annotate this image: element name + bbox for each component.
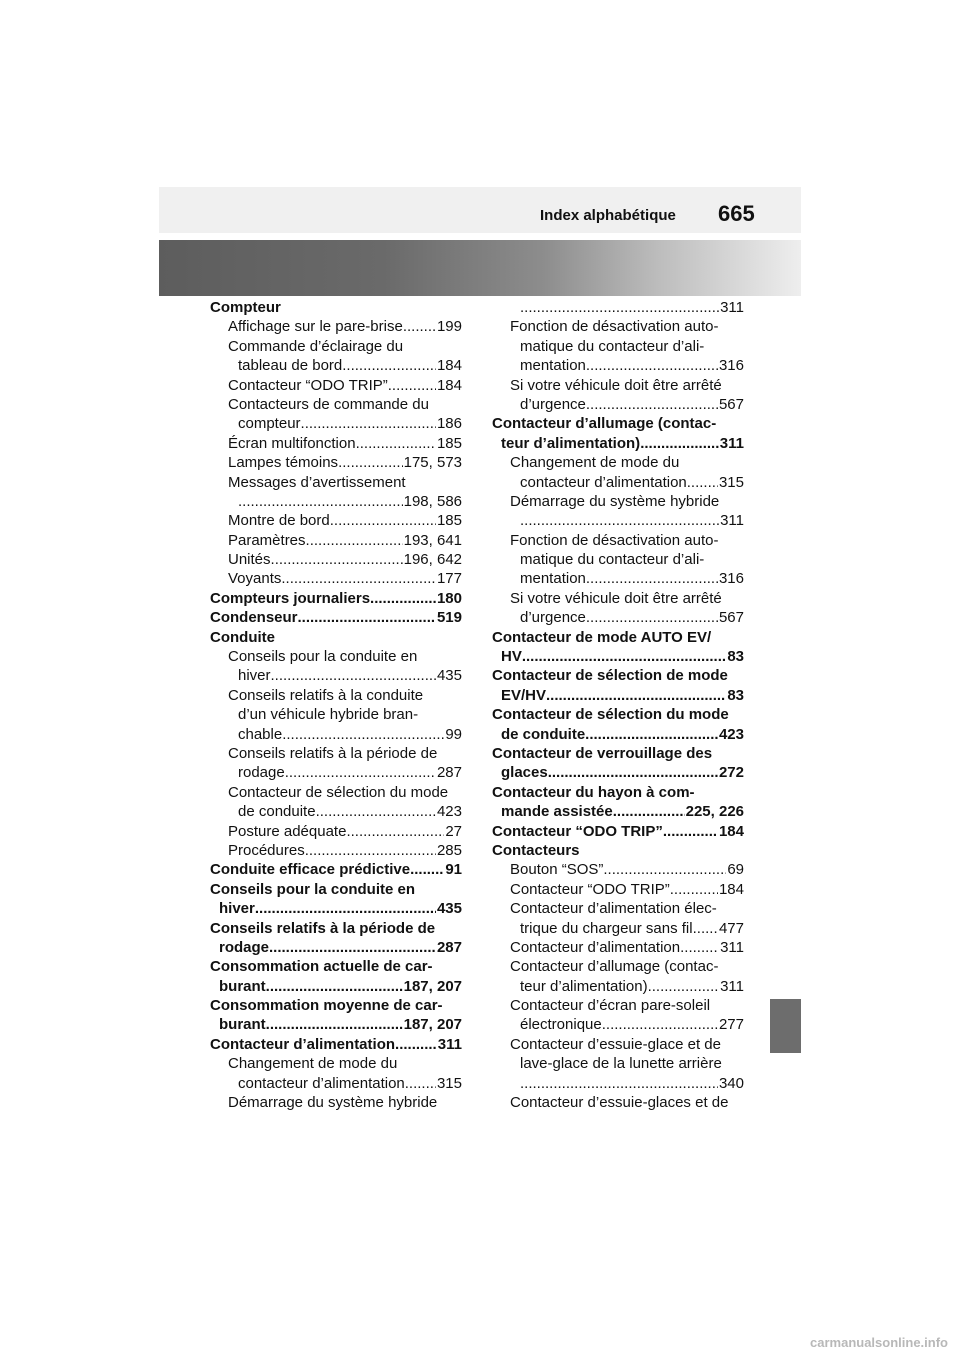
dot-leader <box>670 880 718 899</box>
dot-leader <box>680 938 719 957</box>
index-subentry <box>210 434 462 453</box>
page-reference: 519 <box>436 609 462 627</box>
index-entry <box>210 860 462 879</box>
page-reference: 435 <box>436 667 462 685</box>
dot-leader <box>585 725 718 744</box>
entry-text: burant <box>219 977 266 995</box>
index-column-left <box>210 298 462 1112</box>
index-subentry: d’un véhicule hybride bran- <box>238 706 419 724</box>
entry-text: teur d’alimentation) <box>501 434 641 452</box>
entry-text: glaces <box>501 764 548 782</box>
page-reference: 83 <box>727 648 744 666</box>
index-subentry: matique du contacteur d’ali- <box>520 337 705 355</box>
dot-leader <box>603 860 726 879</box>
page-reference: 311 <box>719 434 744 452</box>
entry-text: Écran multifonction <box>228 434 356 452</box>
index-subentry <box>492 356 744 375</box>
index-entry <box>210 977 462 996</box>
index-subentry <box>210 453 462 472</box>
index-entry: Contacteur de sélection du mode <box>492 706 729 724</box>
index-entry: Consommation actuelle de car- <box>210 958 433 976</box>
entry-text: d’urgence <box>520 609 586 627</box>
index-entry: Conseils relatifs à la période de <box>210 919 436 937</box>
page-reference: 311 <box>720 938 744 956</box>
page-reference: 285 <box>436 841 462 859</box>
index-subentry: Changement de mode du <box>228 1055 398 1073</box>
page-reference: 185 <box>436 512 462 530</box>
page-reference: 83 <box>727 686 744 704</box>
dot-leader <box>282 725 444 744</box>
index-entry <box>492 763 744 782</box>
index-subentry: Fonction de désactivation auto- <box>510 318 719 336</box>
index-entry: Contacteur d’allumage (contac- <box>492 415 717 433</box>
index-subentry: Contacteur d’essuie-glaces et de <box>510 1094 729 1112</box>
index-subentry: Conseils pour la conduite en <box>228 648 418 666</box>
entry-text: EV/HV <box>501 686 547 704</box>
index-entry: Contacteur de verrouillage des <box>492 744 713 762</box>
dot-leader <box>266 1015 403 1034</box>
index-subentry: Démarrage du système hybride <box>510 492 720 510</box>
index-subentry: Conseils relatifs à la conduite <box>228 686 424 704</box>
page-reference: 27 <box>445 822 462 840</box>
page-reference: 567 <box>718 395 744 413</box>
index-subentry: Conseils relatifs à la période de <box>228 744 438 762</box>
dot-leader <box>663 822 718 841</box>
index-subentry <box>492 511 744 530</box>
page-reference: 311 <box>720 512 744 530</box>
entry-text: mande assistée <box>501 803 613 821</box>
index-subentry <box>210 822 462 841</box>
entry-text: Contacteur “ODO TRIP” <box>228 376 388 394</box>
index-subentry: matique du contacteur d’ali- <box>520 551 705 569</box>
page-reference: 477 <box>718 919 744 937</box>
dot-leader <box>255 899 436 918</box>
entry-text: tableau de bord <box>238 357 343 375</box>
index-subentry <box>492 473 744 492</box>
page-reference: 187, 207 <box>403 1016 462 1034</box>
entry-text: Posture adéquate <box>228 822 347 840</box>
section-tab-marker <box>770 999 801 1053</box>
dot-leader <box>586 569 718 588</box>
entry-text: Condenseur <box>210 609 298 627</box>
page-reference: 185 <box>436 434 462 452</box>
index-entry <box>210 1035 462 1054</box>
index-subentry <box>210 802 462 821</box>
entry-text: chable <box>238 725 283 743</box>
dot-leader <box>640 434 719 453</box>
dot-leader <box>271 550 403 569</box>
index-entry <box>210 938 462 957</box>
index-subentry: Changement de mode du <box>510 454 680 472</box>
index-subentry <box>492 880 744 899</box>
page-reference: 196, 642 <box>403 551 462 569</box>
entry-text: rodage <box>238 764 285 782</box>
entry-text: Contacteur “ODO TRIP” <box>492 822 663 840</box>
index-subentry <box>492 298 744 317</box>
page-reference: 277 <box>718 1016 744 1034</box>
dot-leader <box>330 511 436 530</box>
dot-leader <box>285 763 436 782</box>
index-subentry <box>492 938 744 957</box>
page-reference: 316 <box>718 357 744 375</box>
dot-leader <box>586 356 718 375</box>
entry-text: électronique <box>520 1016 602 1034</box>
dot-leader <box>546 686 726 705</box>
entry-text: Procédures <box>228 841 305 859</box>
index-entry <box>492 686 744 705</box>
dot-leader <box>395 1035 437 1054</box>
page-reference: 315 <box>718 473 744 491</box>
page-reference: 184 <box>436 357 462 375</box>
dot-leader <box>271 666 436 685</box>
page-reference: 184 <box>436 376 462 394</box>
dot-leader <box>648 977 720 996</box>
index-entry: Contacteurs <box>492 841 580 859</box>
index-entry <box>210 899 462 918</box>
dot-leader <box>520 1074 718 1093</box>
index-subentry <box>210 511 462 530</box>
entry-text: Compteurs journaliers <box>210 589 371 607</box>
index-subentry <box>210 725 462 744</box>
index-subentry <box>210 376 462 395</box>
dot-leader <box>281 569 436 588</box>
page-reference: 99 <box>445 725 462 743</box>
page-reference: 184 <box>718 880 744 898</box>
page-reference: 69 <box>727 861 744 879</box>
index-entry <box>492 802 744 821</box>
index-subentry: Contacteur d’allumage (contac- <box>510 958 719 976</box>
index-subentry: Fonction de désactivation auto- <box>510 531 719 549</box>
index-entry: Contacteur de mode AUTO EV/ <box>492 628 712 646</box>
header-bar <box>159 187 801 233</box>
page-reference: 225, 226 <box>685 803 744 821</box>
index-subentry: Contacteur d’alimentation élec- <box>510 900 717 918</box>
dot-leader <box>548 763 718 782</box>
entry-text: de conduite <box>238 803 316 821</box>
dot-leader <box>305 841 436 860</box>
index-entry <box>492 822 744 841</box>
dot-leader <box>520 298 719 317</box>
dot-leader <box>266 977 403 996</box>
entry-text: mentation <box>520 357 586 375</box>
index-subentry <box>210 1074 462 1093</box>
dot-leader <box>388 376 436 395</box>
watermark: carmanualsonline.info <box>810 1335 948 1350</box>
entry-text: hiver <box>238 667 271 685</box>
page-reference: 287 <box>436 764 462 782</box>
page-reference: 287 <box>436 938 462 956</box>
entry-text: HV <box>501 648 522 666</box>
entry-text: mentation <box>520 570 586 588</box>
dot-leader <box>687 473 718 492</box>
dot-leader <box>522 647 726 666</box>
entry-text: Conduite efficace prédictive <box>210 861 411 879</box>
entry-text: teur d’alimentation) <box>520 977 648 995</box>
index-subentry: Si votre véhicule doit être arrêté <box>510 589 722 607</box>
page-reference: 186 <box>436 415 462 433</box>
entry-text: d’urgence <box>520 395 586 413</box>
page-title: Index alphabétique <box>540 207 676 224</box>
entry-text: contacteur d’alimentation <box>520 473 687 491</box>
index-entry: Contacteur du hayon à com- <box>492 783 695 801</box>
index-subentry <box>492 395 744 414</box>
index-subentry <box>492 860 744 879</box>
page-reference: 91 <box>445 861 462 879</box>
index-subentry: Contacteurs de commande du <box>228 395 429 413</box>
dot-leader <box>338 453 403 472</box>
entry-text: trique du chargeur sans fil <box>520 919 693 937</box>
index-subentry <box>210 414 462 433</box>
dot-leader <box>403 317 436 336</box>
dot-leader <box>693 919 718 938</box>
entry-text: Voyants <box>228 570 282 588</box>
dot-leader <box>586 395 718 414</box>
page-reference: 199 <box>436 318 462 336</box>
dot-leader <box>586 608 718 627</box>
page-number: 665 <box>718 201 755 226</box>
index-subentry <box>492 1074 744 1093</box>
index-subentry: Contacteur d’écran pare-soleil <box>510 997 711 1015</box>
page-reference: 198, 586 <box>403 492 462 510</box>
index-subentry <box>492 569 744 588</box>
dot-leader <box>316 802 436 821</box>
index-entry <box>210 608 462 627</box>
index-entry <box>210 589 462 608</box>
page-reference: 311 <box>720 977 744 995</box>
dot-leader <box>405 1074 436 1093</box>
dot-leader <box>238 492 403 511</box>
index-entry <box>492 725 744 744</box>
entry-text: compteur <box>238 415 301 433</box>
page-reference: 175, 573 <box>403 454 462 472</box>
page-reference: 193, 641 <box>403 531 462 549</box>
page-reference: 311 <box>720 299 744 316</box>
page-reference: 180 <box>436 589 462 607</box>
index-entry: Conseils pour la conduite en <box>210 880 416 898</box>
page-reference: 187, 207 <box>403 977 462 995</box>
dot-leader <box>306 531 403 550</box>
decorative-banner <box>159 240 801 296</box>
index-entry <box>210 1015 462 1034</box>
page-reference: 423 <box>718 725 744 743</box>
dot-leader <box>370 589 436 608</box>
index-entry: Contacteur de sélection de mode <box>492 667 728 685</box>
entry-text: Bouton “SOS” <box>510 861 604 879</box>
index-subentry <box>210 531 462 550</box>
page-reference: 423 <box>436 803 462 821</box>
index-subentry: Contacteur d’essuie-glace et de <box>510 1035 721 1053</box>
page-reference: 567 <box>718 609 744 627</box>
dot-leader <box>356 434 436 453</box>
entry-text: de conduite <box>501 725 586 743</box>
index-subentry <box>210 569 462 588</box>
index-subentry <box>210 550 462 569</box>
index-entry: Consommation moyenne de car- <box>210 997 443 1015</box>
dot-leader <box>269 938 436 957</box>
entry-text: Montre de bord <box>228 512 330 530</box>
dot-leader <box>346 822 444 841</box>
entry-text: Contacteur d’alimentation <box>210 1035 396 1053</box>
entry-text: hiver <box>219 900 255 918</box>
index-entry <box>492 647 744 666</box>
dot-leader <box>410 860 444 879</box>
page-reference: 435 <box>436 900 462 918</box>
index-subentry <box>210 356 462 375</box>
page-reference: 177 <box>436 570 462 588</box>
index-subentry <box>492 919 744 938</box>
index-subentry: Démarrage du système hybride <box>228 1094 438 1112</box>
dot-leader <box>602 1015 718 1034</box>
entry-text: burant <box>219 1016 266 1034</box>
page-reference: 340 <box>718 1074 744 1092</box>
index-entry: Conduite <box>210 628 275 646</box>
entry-text: Paramètres <box>228 531 306 549</box>
page-reference: 184 <box>718 822 744 840</box>
entry-text: Contacteur d’alimentation <box>510 938 681 956</box>
dot-leader <box>301 414 436 433</box>
entry-text: rodage <box>219 938 270 956</box>
index-subentry: Messages d’avertissement <box>228 473 406 491</box>
index-subentry: Si votre véhicule doit être arrêté <box>510 376 722 394</box>
page-reference: 272 <box>718 764 744 782</box>
dot-leader <box>298 608 436 627</box>
index-entry: Compteur <box>210 299 281 316</box>
entry-text: Contacteur “ODO TRIP” <box>510 880 670 898</box>
entry-text: Lampes témoins <box>228 454 339 472</box>
index-subentry: Contacteur de sélection du mode <box>228 783 449 801</box>
index-entry <box>492 434 744 453</box>
index-subentry <box>210 841 462 860</box>
entry-text: Affichage sur le pare-brise <box>228 318 403 336</box>
entry-text: Unités <box>228 551 271 569</box>
index-subentry <box>210 492 462 511</box>
page-reference: 316 <box>718 570 744 588</box>
dot-leader <box>520 511 719 530</box>
index-subentry <box>492 608 744 627</box>
dot-leader <box>613 802 685 821</box>
index-subentry <box>210 666 462 685</box>
index-subentry <box>210 763 462 782</box>
entry-text: contacteur d’alimentation <box>238 1074 405 1092</box>
index-column-right <box>492 298 744 1112</box>
page-reference: 311 <box>437 1035 462 1053</box>
page-reference: 315 <box>436 1074 462 1092</box>
dot-leader <box>342 356 436 375</box>
index-subentry: Commande d’éclairage du <box>228 337 404 355</box>
index-subentry: lave-glace de la lunette arrière <box>520 1055 722 1073</box>
index-subentry <box>492 977 744 996</box>
index-subentry <box>210 317 462 336</box>
index-subentry <box>492 1015 744 1034</box>
